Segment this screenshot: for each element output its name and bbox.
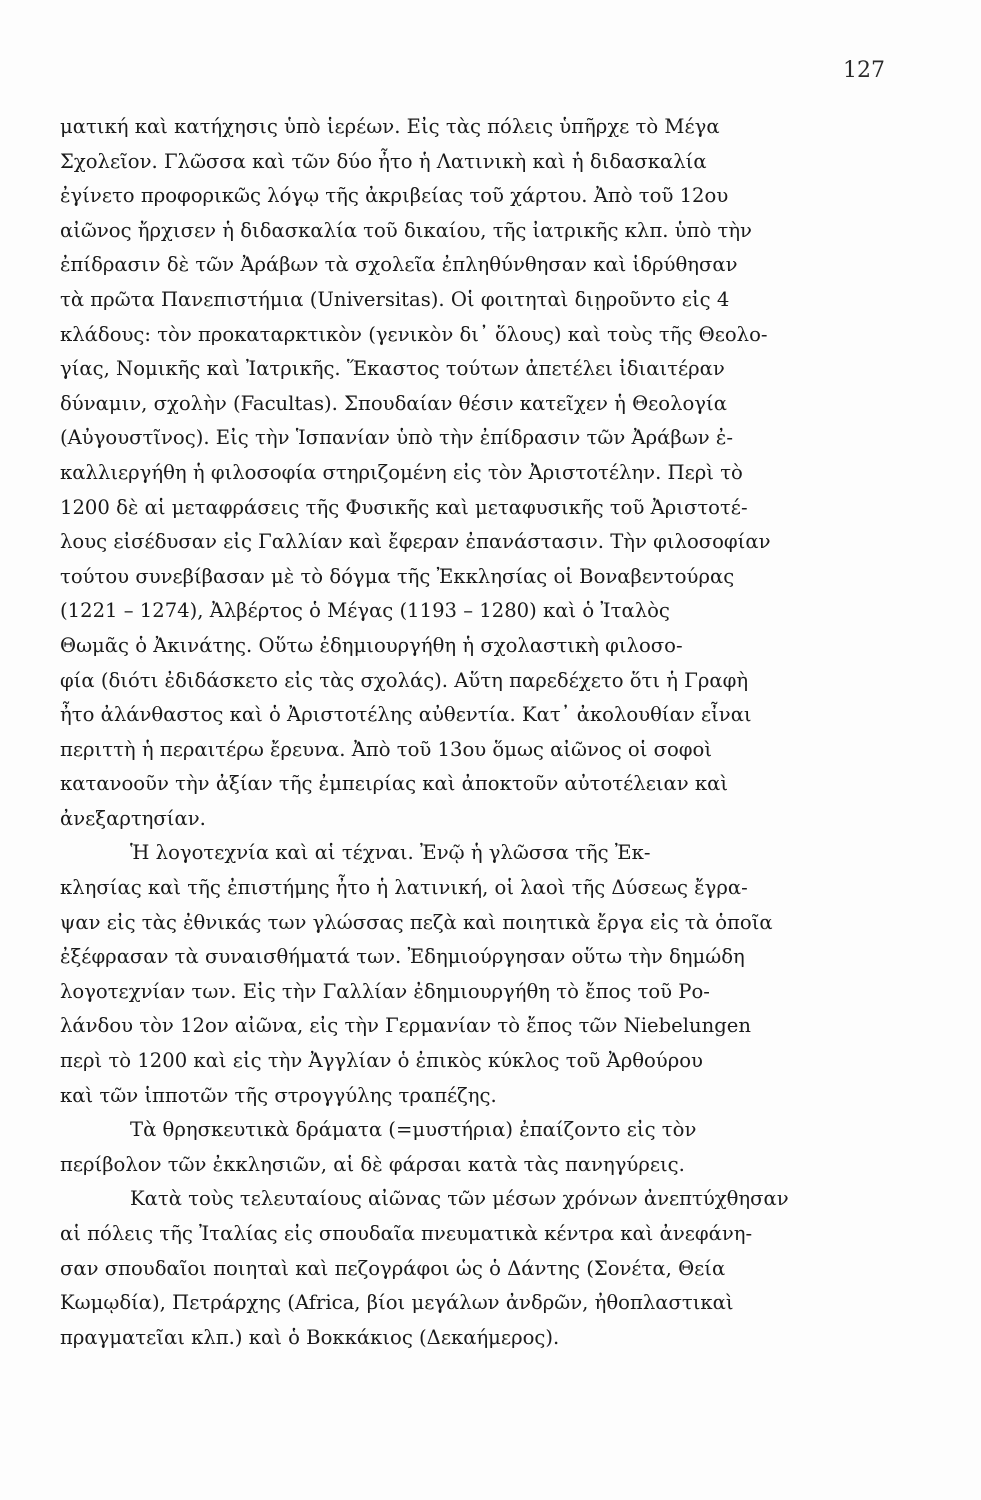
text-line: ἐπίδρασιν δὲ τῶν Ἀράβων τὰ σχολεῖα ἐπληθύνθησαν καὶ ἱδρύθησαν (60, 253, 738, 277)
text-line: τὰ πρῶτα Πανεπιστήμια (Universitas). Οἱ φοιτηταὶ διῃροῦντο εἰς 4 (60, 287, 730, 311)
text-line: τούτου συνεβίβασαν μὲ τὸ δόγμα τῆς Ἐκκλησίας οἱ Βοναβεντούρας (60, 564, 735, 588)
text-line: αἱ πόλεις τῆς Ἰταλίας εἰς σπουδαῖα πνευματικὰ κέντρα καὶ ἀνεφάνη- (60, 1222, 753, 1245)
text-line: περίβολον τῶν ἐκκλησιῶν, αἱ δὲ φάρσαι κατὰ τὰς πανηγύρεις. (60, 1152, 685, 1176)
text-line: Σχολεῖον. Γλῶσσα καὶ τῶν δύο ἦτο ἡ Λατινικὴ καὶ ἡ διδασκαλία (60, 149, 707, 173)
paragraph-start-line: Τὰ θρησκευτικὰ δράματα (=μυστήρια) ἐπαίζοντο εἰς τὸν (130, 1118, 697, 1142)
text-line: πραγματεῖαι κλπ.) καὶ ὁ Βοκκάκιος (Δεκαήμερος). (60, 1325, 560, 1349)
text-line: λογοτεχνίαν των. Εἰς τὴν Γαλλίαν ἐδημιουργήθη τὸ ἔπος τοῦ Ρο- (60, 979, 710, 1003)
text-line: ἐγίνετο προφορικῶς λόγῳ τῆς ἀκριβείας τοῦ χάρτου. Ἀπὸ τοῦ 12ου (60, 184, 729, 208)
body-text (60, 110, 900, 1355)
section-heading-line: Ἡ λογοτεχνία καὶ αἱ τέχναι. Ἐνῷ ἡ γλῶσσα τῆς Ἐκ- (130, 841, 651, 865)
text-line: σαν σπουδαῖοι ποιηταὶ καὶ πεζογράφοι ὡς ὁ Δάντης (Σονέτα, Θεία (60, 1256, 726, 1280)
text-line: Θωμᾶς ὁ Ἀκινάτης. Οὕτω ἐδημιουργήθη ἡ σχολαστικὴ φιλοσο- (60, 633, 683, 657)
text-line: ἦτο ἀλάνθαστος καὶ ὁ Ἀριστοτέλης αὐθεντία. Κατ᾽ ἀκολουθίαν εἶναι (60, 703, 752, 727)
paragraph-start-line: Κατὰ τοὺς τελευταίους αἰῶνας τῶν μέσων χρόνων ἀνεπτύχθησαν (130, 1187, 789, 1211)
text-line: 1200 δὲ αἱ μεταφράσεις τῆς Φυσικῆς καὶ μεταφυσικῆς τοῦ Ἀριστοτέ- (60, 495, 748, 519)
text-line: (Αὐγουστῖνος). Εἰς τὴν Ἱσπανίαν ὑπὸ τὴν ἐπίδρασιν τῶν Ἀράβων ἐ- (60, 426, 733, 450)
text-line: κλησίας καὶ τῆς ἐπιστήμης ἦτο ἡ λατινική, οἱ λαοὶ τῆς Δύσεως ἔγρα- (60, 876, 748, 900)
page-number: 127 (843, 58, 885, 83)
text-line: κατανοοῦν τὴν ἀξίαν τῆς ἐμπειρίας καὶ ἀποκτοῦν αὐτοτέλειαν καὶ (60, 772, 729, 796)
text-line: ἀνεξαρτησίαν. (60, 806, 206, 830)
text-line: ματική καὶ κατήχησις ὑπὸ ἱερέων. Εἰς τὰς πόλεις ὑπῆρχε τὸ Μέγα (60, 115, 720, 138)
text-line: λάνδου τὸν 12ον αἰῶνα, εἰς τὴν Γερμανίαν τὸ ἔπος τῶν Niebelungen (60, 1014, 751, 1038)
text-line: αἰῶνος ἤρχισεν ἡ διδασκαλία τοῦ δικαίου, τῆς ἰατρικῆς κλπ. ὑπὸ τὴν (60, 218, 752, 242)
text-line: ἐξέφρασαν τὰ συναισθήματά των. Ἐδημιούργησαν οὕτω τὴν δημώδη (60, 945, 745, 969)
text-line: φία (διότι ἐδιδάσκετο εἰς τὰς σχολάς). Αὕτη παρεδέχετο ὅτι ἡ Γραφὴ (60, 668, 749, 692)
text-line: γίας, Νομικῆς καὶ Ἰατρικῆς. Ἕκαστος τούτων ἀπετέλει ἰδιαιτέραν (60, 357, 725, 381)
text-line: Κωμῳδία), Πετράρχης (Africa, βίοι μεγάλων ἀνδρῶν, ἠθοπλαστικαὶ (60, 1291, 734, 1315)
text-line: καὶ τῶν ἱπποτῶν τῆς στρογγύλης τραπέζης. (60, 1083, 497, 1107)
text-line: περιττὴ ἡ περαιτέρω ἔρευνα. Ἀπὸ τοῦ 13ου ὅμως αἰῶνος οἱ σοφοὶ (60, 737, 712, 761)
text-line: λους εἰσέδυσαν εἰς Γαλλίαν καὶ ἔφεραν ἐπανάστασιν. Τὴν φιλοσοφίαν (60, 530, 771, 554)
text-line: περὶ τὸ 1200 καὶ εἰς τὴν Ἀγγλίαν ὁ ἐπικὸς κύκλος τοῦ Ἀρθούρου (60, 1049, 703, 1073)
text-line: δύναμιν, σχολὴν (Facultas). Σπουδαίαν θέσιν κατεῖχεν ἡ Θεολογία (60, 391, 727, 415)
text-line: καλλιεργήθη ἡ φιλοσοφία στηριζομένη εἰς τὸν Ἀριστοτέλην. Περὶ τὸ (60, 460, 743, 484)
text-line: (1221 – 1274), Ἀλβέρτος ὁ Μέγας (1193 – 1280) καὶ ὁ Ἰταλὸς (60, 599, 670, 623)
text-line: ψαν εἰς τὰς ἐθνικάς των γλώσσας πεζὰ καὶ ποιητικὰ ἔργα εἰς τὰ ὁποῖα (60, 910, 773, 934)
text-line: κλάδους: τὸν προκαταρκτικὸν (γενικὸν δι᾽ ὅλους) καὶ τοὺς τῆς Θεολο- (60, 322, 768, 346)
